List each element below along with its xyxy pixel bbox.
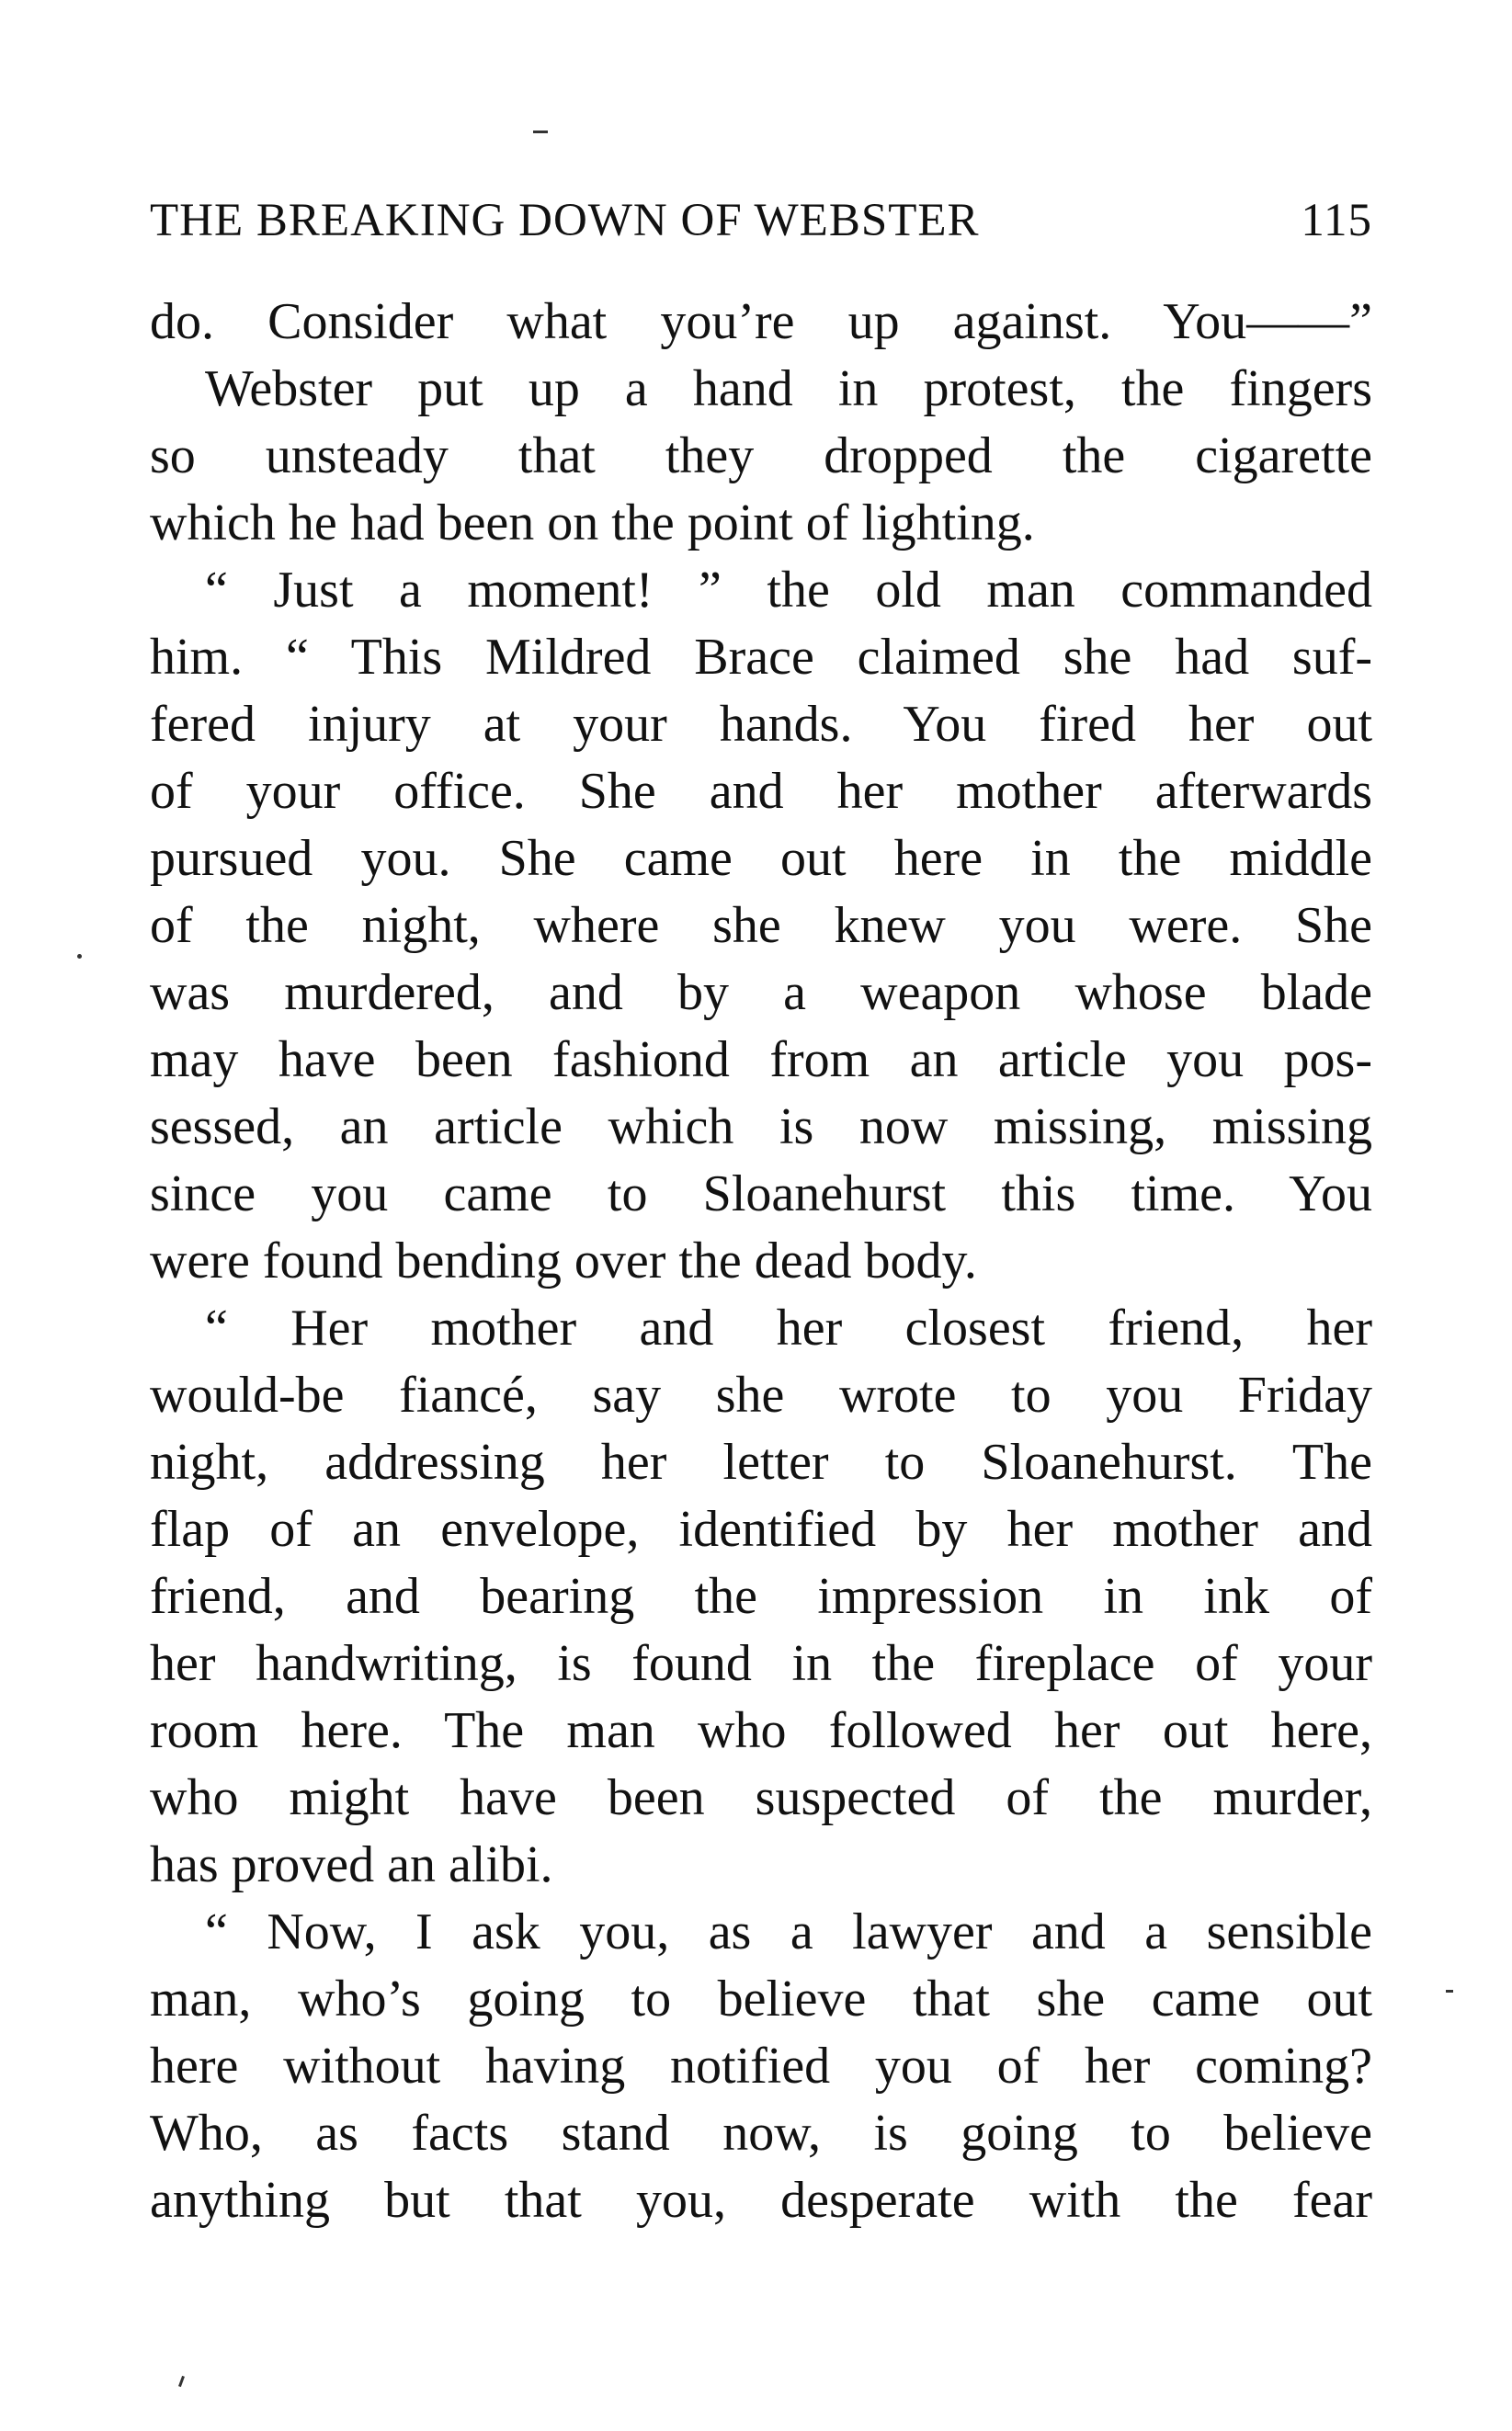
text-line: night, addressing her letter to Sloanehurst. The	[150, 1434, 1372, 1491]
text-line: “ Just a moment! ” the old man commanded	[205, 562, 1372, 619]
text-line: was murdered, and by a weapon whose blade	[150, 964, 1372, 1021]
running-header	[150, 188, 1372, 253]
scan-speck	[533, 131, 548, 133]
body-text	[150, 289, 1372, 2234]
text-line: sessed, an article which is now missing, missing	[150, 1098, 1372, 1155]
page-number: 115	[1301, 195, 1372, 246]
text-line: fered injury at your hands. You fired her out	[150, 696, 1372, 753]
text-line: has proved an alibi.	[150, 1836, 553, 1893]
text-line: were found bending over the dead body.	[150, 1233, 977, 1289]
text-line: him. “ This Mildred Brace claimed she had suf-	[150, 629, 1372, 686]
scan-speck	[1446, 1990, 1453, 1993]
text-line: “ Now, I ask you, as a lawyer and a sensible	[205, 1903, 1372, 1960]
text-line: Who, as facts stand now, is going to believe	[150, 2105, 1372, 2162]
scan-speck	[178, 2376, 185, 2387]
text-line: Webster put up a hand in protest, the fingers	[205, 360, 1372, 417]
text-line: of the night, where she knew you were. She	[150, 897, 1372, 954]
text-line: who might have been suspected of the murder,	[150, 1769, 1372, 1826]
text-line: since you came to Sloanehurst this time. You	[150, 1165, 1372, 1222]
text-line: “ Her mother and her closest friend, her	[205, 1300, 1372, 1357]
running-title: THE BREAKING DOWN OF WEBSTER	[150, 195, 980, 246]
text-line: of your office. She and her mother afterwards	[150, 763, 1372, 820]
text-line: would-be fiancé, say she wrote to you Friday	[150, 1367, 1372, 1424]
text-line: anything but that you, desperate with the fear	[150, 2172, 1372, 2229]
text-line: her handwriting, is found in the fireplace of your	[150, 1635, 1372, 1692]
text-line: room here. The man who followed her out here,	[150, 1702, 1372, 1759]
text-line: man, who’s going to believe that she came out	[150, 1971, 1372, 2028]
text-line: so unsteady that they dropped the cigarette	[150, 427, 1372, 484]
text-line: which he had been on the point of lighting.	[150, 494, 1035, 551]
text-line: friend, and bearing the impression in ink of	[150, 1568, 1372, 1625]
text-line: do. Consider what you’re up against. You——”	[150, 293, 1372, 350]
scan-speck	[77, 954, 82, 959]
text-line: flap of an envelope, identified by her mother and	[150, 1501, 1372, 1558]
text-line: pursued you. She came out here in the middle	[150, 830, 1372, 887]
text-line: may have been fashiond from an article you pos-	[150, 1031, 1372, 1088]
text-line: here without having notified you of her coming?	[150, 2038, 1372, 2095]
